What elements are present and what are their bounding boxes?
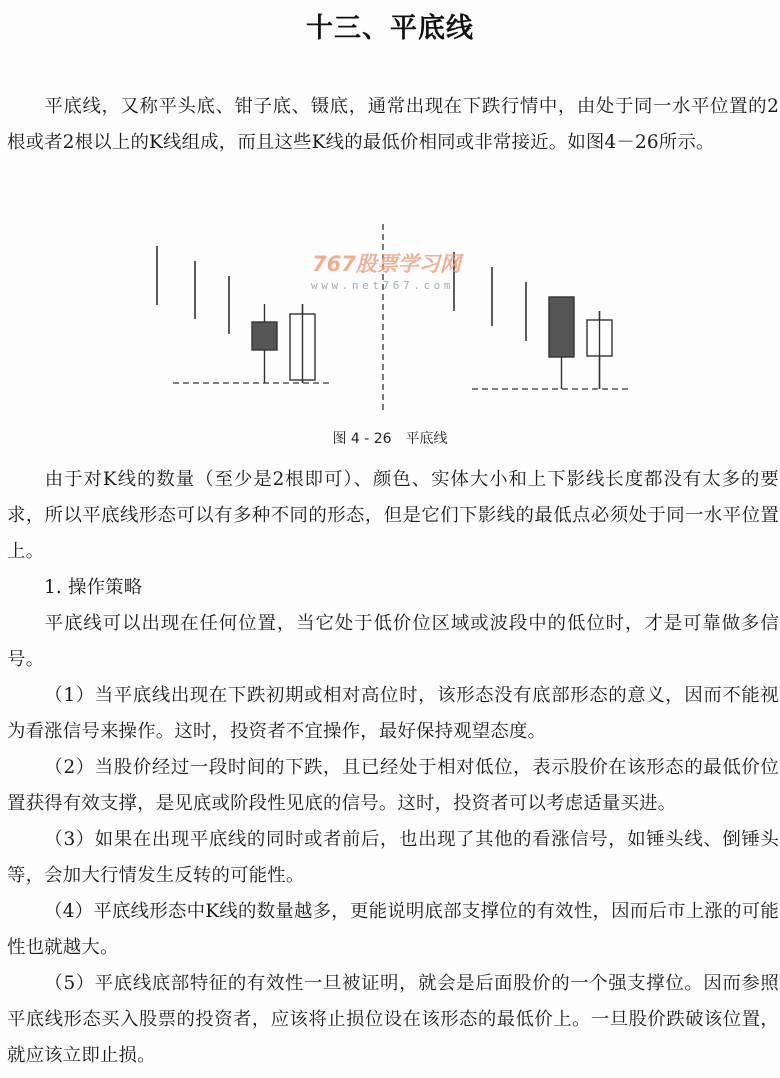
strategy-text-5: （5）平底线底部特征的有效性一旦被证明，就会是后面股价的一个强支撑位。因而参照平底线形态买入股票的投资者，应该将止损位设在该形态的最低价上。一旦股价跌破该位置，就应该立即止损。	[7, 973, 779, 1066]
strategy-text-2: （2）当股价经过一段时间的下跌，且已经处于相对低位，表示股价在该形态的最低价位置获得有效支撑，是见底或阶段性见底的信号。这时，投资者可以考虑适量买进。	[7, 757, 779, 814]
section-heading	[7, 570, 779, 606]
strategy-text-4: （4）平底线形态中K线的数量越多，更能说明底部支撑位的有效性，因而后市上涨的可能性也就越大。	[7, 901, 779, 958]
body-text-1: 由于对K线的数量（至少是2根即可）、颜色、实体大小和上下影线长度都没有太多的要求，所以平底线形态可以有多种不同的形态，但是它们下影线的最低点必须处于同一水平位置上。	[7, 469, 779, 562]
strategy-item-3	[7, 822, 779, 894]
strategy-item-4	[7, 894, 779, 966]
right-candle-body-1	[549, 297, 574, 357]
watermark-title: 767股票学习网	[312, 252, 461, 276]
strategy-text-1: （1）当平底线出现在下跌初期或相对高位时，该形态没有底部形态的意义，因而不能视为看涨信号来操作。这时，投资者不宜操作，最好保持观望态度。	[7, 685, 779, 742]
candlestick-figure	[0, 0, 780, 460]
strategy-item-1	[7, 678, 779, 750]
body-paragraph-1	[7, 462, 779, 570]
body-text-2: 平底线可以出现在任何位置，当它处于低价位区域或波段中的低位时，才是可靠做多信号。	[7, 613, 779, 670]
strategy-text-3: （3）如果在出现平底线的同时或者前后，也出现了其他的看涨信号，如锤头线、倒锤头等，会加大行情发生反转的可能性。	[7, 829, 779, 886]
strategy-item-5	[7, 966, 779, 1074]
watermark-url: www.net767.com	[311, 279, 455, 292]
section-heading-text: 1. 操作策略	[44, 577, 143, 598]
figure-caption: 图 4 - 26 平底线	[332, 431, 448, 447]
section-title: 十三、平底线	[306, 13, 474, 44]
intro-text: 平底线，又称平头底、钳子底、镊底，通常出现在下跌行情中，由处于同一水平位置的2根或者2根以上的K线组成，而且这些K线的最低价相同或非常接近。如图4－26所示。	[7, 96, 779, 153]
strategy-item-2	[7, 750, 779, 822]
left-candle-body-1	[252, 322, 277, 350]
body-paragraph-2	[7, 606, 779, 678]
